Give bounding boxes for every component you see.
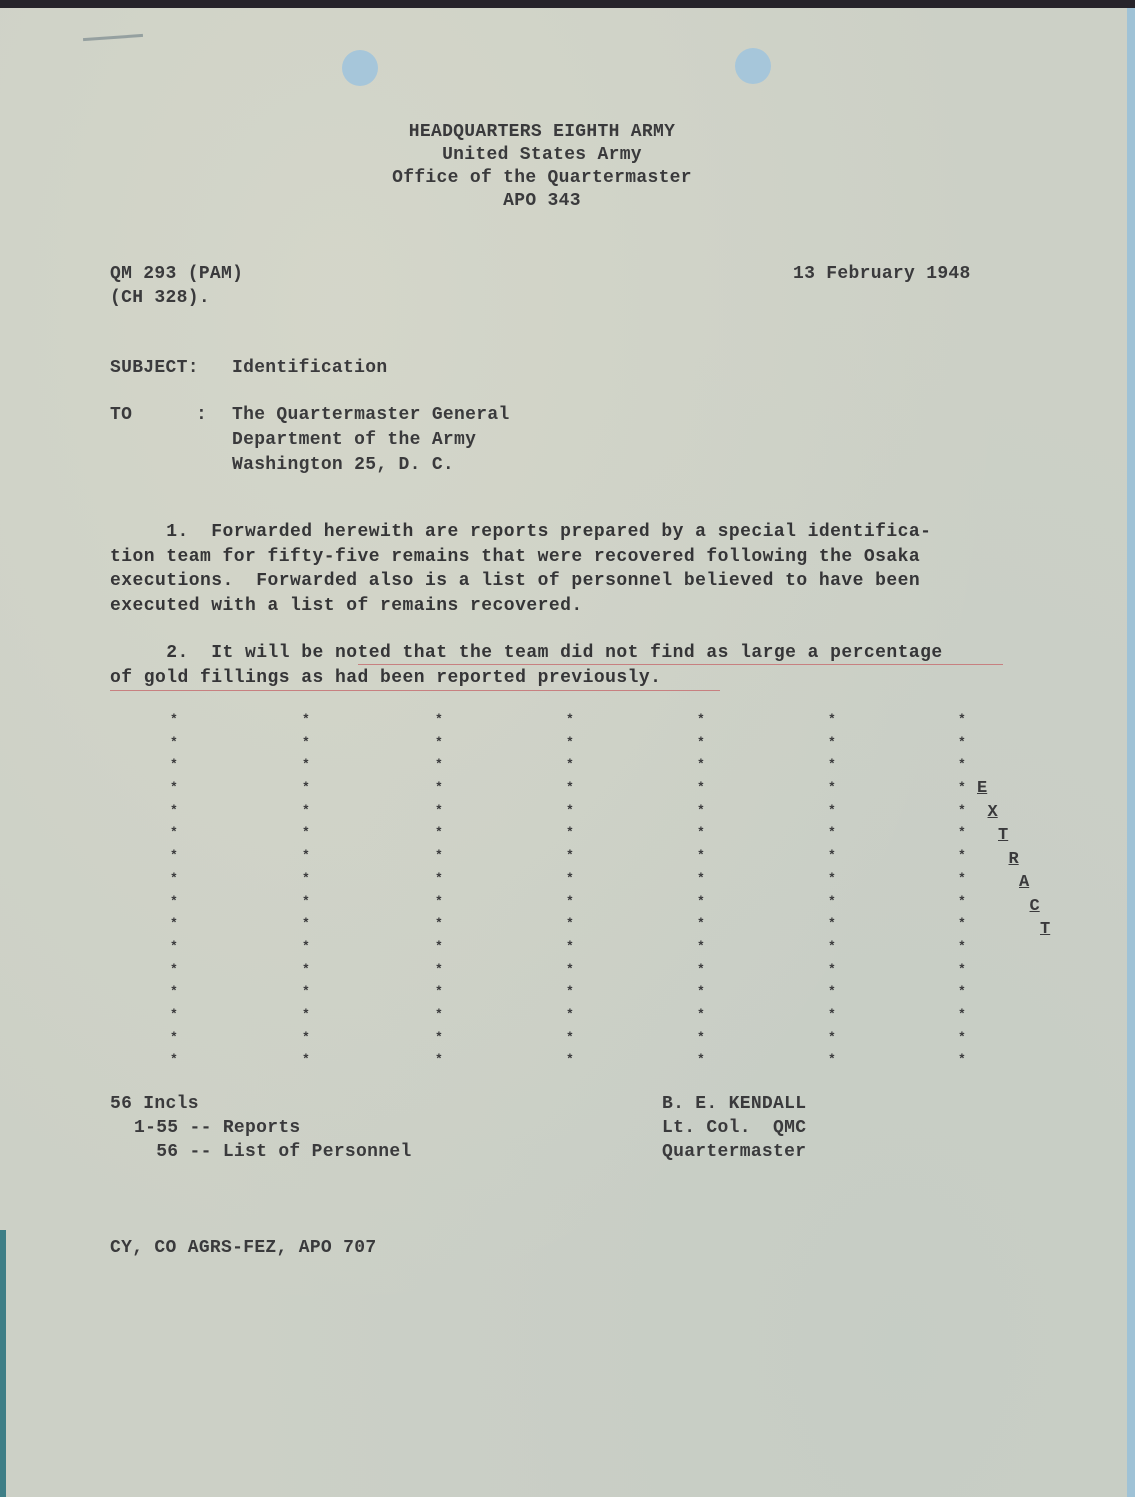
- redaction-asterisk: *: [302, 712, 310, 727]
- redaction-asterisk: *: [302, 916, 310, 932]
- redaction-asterisk: *: [435, 938, 443, 954]
- redaction-asterisk: *: [302, 1006, 310, 1022]
- redaction-column: [435, 709, 443, 1072]
- enclosure-item: 1-55 -- Reports: [134, 1118, 301, 1138]
- redaction-asterisk: *: [566, 848, 574, 864]
- redaction-asterisk: *: [697, 870, 705, 886]
- copy-furnished: CY, CO AGRS-FEZ, APO 707: [110, 1238, 377, 1258]
- redaction-asterisk: *: [566, 1052, 574, 1068]
- scan-top-edge: [0, 0, 1135, 8]
- redaction-asterisk: *: [302, 848, 310, 864]
- red-underline-1: [358, 664, 1003, 665]
- redaction-asterisk: *: [828, 757, 836, 773]
- subject-label: SUBJECT:: [110, 358, 199, 378]
- redaction-asterisk: *: [958, 802, 966, 818]
- redaction-asterisk: *: [566, 961, 574, 977]
- redaction-asterisk: *: [958, 848, 966, 864]
- redaction-asterisk: *: [828, 1052, 836, 1068]
- redaction-asterisk: *: [170, 870, 178, 886]
- redaction-asterisk: *: [828, 1029, 836, 1045]
- redaction-asterisk: *: [302, 893, 310, 909]
- redaction-asterisk: *: [958, 916, 966, 932]
- redaction-asterisk: *: [566, 916, 574, 932]
- redaction-asterisk: *: [697, 780, 705, 796]
- redaction-asterisk: *: [302, 938, 310, 954]
- redaction-asterisk: *: [697, 1006, 705, 1022]
- redaction-asterisk: *: [170, 916, 178, 932]
- redaction-asterisk: *: [697, 916, 705, 932]
- redaction-asterisk: *: [170, 1029, 178, 1045]
- redaction-asterisk: *: [697, 734, 705, 750]
- punch-hole-right: [735, 48, 771, 84]
- scan-left-edge: [0, 1230, 6, 1497]
- redaction-asterisk: *: [958, 893, 966, 909]
- redaction-asterisk: *: [302, 734, 310, 750]
- redaction-asterisk: *: [302, 1052, 310, 1068]
- letterhead-line-1: HEADQUARTERS EIGHTH ARMY: [408, 122, 676, 142]
- letterhead-line-4: APO 343: [503, 191, 581, 211]
- redaction-asterisk: *: [566, 1029, 574, 1045]
- redaction-asterisk: *: [302, 984, 310, 1000]
- to-line-3: Washington 25, D. C.: [232, 455, 455, 475]
- redaction-asterisk: *: [958, 780, 966, 796]
- redaction-asterisk: *: [170, 712, 178, 727]
- redaction-asterisk: *: [958, 757, 966, 773]
- redaction-column: [958, 709, 966, 1072]
- extract-stamp-letter: C: [1029, 896, 1040, 916]
- sub-file-number: (CH 328).: [110, 288, 210, 308]
- redaction-asterisk: *: [302, 870, 310, 886]
- redaction-asterisk: *: [170, 825, 178, 841]
- signature-title: Quartermaster: [662, 1142, 807, 1162]
- redaction-asterisk: *: [435, 1052, 443, 1068]
- extract-stamp-letter: X: [987, 802, 998, 822]
- redaction-asterisk: *: [828, 1006, 836, 1022]
- redaction-asterisk: *: [958, 734, 966, 750]
- redaction-asterisk: *: [828, 870, 836, 886]
- document-date: 13 February 1948: [793, 264, 971, 284]
- redaction-asterisk: *: [170, 1052, 178, 1068]
- to-label: TO: [110, 405, 133, 425]
- redaction-asterisk: *: [302, 802, 310, 818]
- redaction-asterisk: *: [958, 825, 966, 841]
- redaction-asterisk: *: [302, 780, 310, 796]
- to-line-2: Department of the Army: [232, 430, 477, 450]
- redaction-asterisk: *: [566, 712, 574, 727]
- redaction-asterisk: *: [566, 870, 574, 886]
- redaction-asterisk: *: [170, 893, 178, 909]
- redaction-asterisk: *: [435, 961, 443, 977]
- letterhead-line-3: Office of the Quartermaster: [392, 168, 692, 188]
- redaction-column: [828, 709, 836, 1072]
- paragraph-1-line: executed with a list of remains recovered.: [110, 596, 583, 616]
- redaction-asterisk: *: [958, 961, 966, 977]
- redaction-asterisk: *: [958, 1052, 966, 1068]
- redaction-asterisk: *: [697, 938, 705, 954]
- extract-stamp-letter: T: [998, 826, 1009, 845]
- paragraph-2-line: 2. It will be noted that the team did not find as large a percentage: [110, 643, 943, 663]
- redaction-asterisk: *: [697, 893, 705, 909]
- redaction-asterisk: *: [697, 1052, 705, 1068]
- redaction-asterisk: *: [435, 870, 443, 886]
- redaction-asterisk: *: [435, 780, 443, 796]
- redaction-asterisk: *: [170, 757, 178, 773]
- enclosure-item: 56 -- List of Personnel: [134, 1142, 412, 1162]
- redaction-asterisk: *: [958, 984, 966, 1000]
- redaction-asterisk: *: [170, 1006, 178, 1022]
- redaction-asterisk: *: [170, 984, 178, 1000]
- redaction-asterisk: *: [302, 757, 310, 773]
- subject-value: Identification: [232, 358, 388, 378]
- file-number: QM 293 (PAM): [110, 264, 244, 284]
- redaction-asterisk: *: [697, 961, 705, 977]
- extract-stamp-letter: E: [977, 779, 988, 798]
- redaction-column: [170, 709, 178, 1072]
- paragraph-1-line: tion team for fifty-five remains that were recovered following the Osaka: [110, 547, 921, 567]
- redaction-column: [697, 709, 705, 1072]
- letterhead-line-2: United States Army: [442, 145, 642, 165]
- redaction-asterisk: *: [170, 780, 178, 796]
- redaction-asterisk: *: [170, 734, 178, 750]
- punch-hole-left: [342, 50, 378, 86]
- redaction-asterisk: *: [828, 916, 836, 932]
- redaction-asterisk: *: [302, 825, 310, 841]
- extract-stamp-letter: T: [1040, 920, 1051, 939]
- redaction-asterisk: *: [828, 780, 836, 796]
- redaction-asterisk: *: [828, 802, 836, 818]
- redaction-asterisk: *: [697, 984, 705, 1000]
- paragraph-1-line: executions. Forwarded also is a list of personnel believed to have been: [110, 571, 921, 591]
- redaction-asterisk: *: [828, 848, 836, 864]
- redaction-asterisk: *: [697, 1029, 705, 1045]
- to-line-1: The Quartermaster General: [232, 405, 510, 425]
- redaction-asterisk: *: [828, 938, 836, 954]
- redaction-asterisk: *: [170, 938, 178, 954]
- redaction-asterisk: *: [697, 712, 705, 727]
- redaction-column: [302, 709, 310, 1072]
- redaction-asterisk: *: [566, 825, 574, 841]
- redaction-asterisk: *: [435, 984, 443, 1000]
- redaction-asterisk: *: [958, 1029, 966, 1045]
- scan-right-edge: [1127, 8, 1135, 1497]
- redaction-asterisk: *: [302, 1029, 310, 1045]
- redaction-asterisk: *: [435, 916, 443, 932]
- ink-smudge: [83, 34, 143, 41]
- redaction-asterisk: *: [170, 802, 178, 818]
- redaction-asterisk: *: [697, 757, 705, 773]
- red-underline-2: [110, 690, 720, 691]
- redaction-asterisk: *: [566, 984, 574, 1000]
- redaction-asterisk: *: [828, 984, 836, 1000]
- redaction-asterisk: *: [170, 961, 178, 977]
- extract-stamp-letter: A: [1019, 873, 1030, 892]
- extract-stamp-letter: R: [1008, 849, 1019, 869]
- redaction-asterisk: *: [566, 1006, 574, 1022]
- redaction-asterisk: *: [697, 825, 705, 841]
- redaction-asterisk: *: [828, 893, 836, 909]
- redaction-asterisk: *: [958, 1006, 966, 1022]
- redaction-asterisk: *: [566, 780, 574, 796]
- redaction-asterisk: *: [828, 825, 836, 841]
- redaction-asterisk: *: [697, 848, 705, 864]
- redaction-asterisk: *: [566, 938, 574, 954]
- redaction-asterisk: *: [828, 712, 836, 727]
- redaction-asterisk: *: [958, 870, 966, 886]
- redaction-asterisk: *: [435, 802, 443, 818]
- redaction-asterisk: *: [435, 757, 443, 773]
- redaction-asterisk: *: [435, 893, 443, 909]
- paragraph-2-line: of gold fillings as had been reported previously.: [110, 668, 662, 688]
- redaction-asterisk: *: [566, 802, 574, 818]
- redaction-asterisk: *: [828, 961, 836, 977]
- redaction-asterisk: *: [302, 961, 310, 977]
- redaction-asterisk: *: [828, 734, 836, 750]
- redaction-asterisk: *: [435, 825, 443, 841]
- redaction-asterisk: *: [435, 1006, 443, 1022]
- redaction-column: [566, 709, 574, 1072]
- signature-name: B. E. KENDALL: [662, 1094, 807, 1114]
- redaction-asterisk: *: [435, 734, 443, 750]
- redaction-asterisk: *: [170, 848, 178, 864]
- redaction-asterisk: *: [566, 734, 574, 750]
- signature-rank: Lt. Col. QMC: [662, 1118, 807, 1138]
- redaction-asterisk: *: [958, 938, 966, 954]
- redaction-asterisk: *: [435, 848, 443, 864]
- redaction-asterisk: *: [566, 757, 574, 773]
- redaction-asterisk: *: [958, 712, 966, 727]
- paragraph-1-line: 1. Forwarded herewith are reports prepared by a special identifica-: [110, 522, 932, 542]
- redaction-asterisk: *: [435, 1029, 443, 1045]
- redaction-asterisk: *: [697, 802, 705, 818]
- to-separator: :: [196, 405, 208, 425]
- redaction-asterisk: *: [566, 893, 574, 909]
- redaction-asterisk: *: [435, 712, 443, 727]
- enclosures-header: 56 Incls: [110, 1094, 199, 1114]
